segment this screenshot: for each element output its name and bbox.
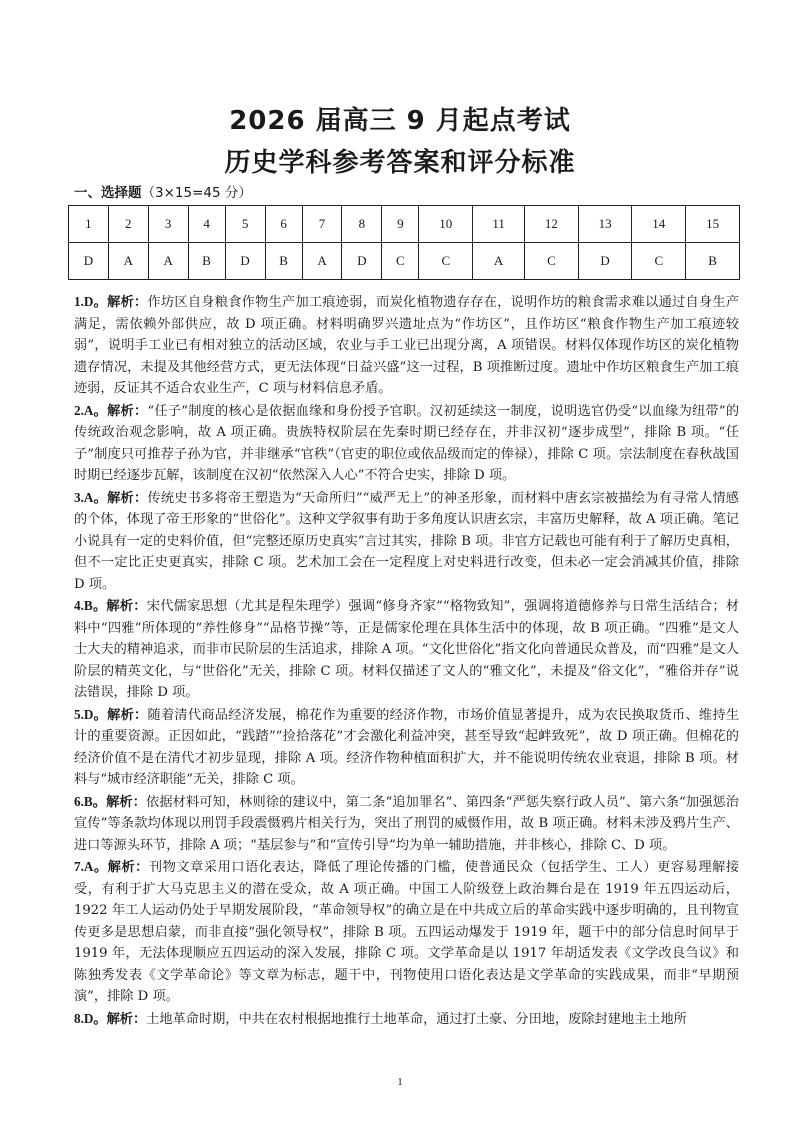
- answer-cell: C: [632, 243, 686, 280]
- explanation-text: “任子”制度的核心是依据血缘和身份授予官职。汉初延续这一制度，说明选官仍受“以血缘为纽带”的传统政治观念影响，故 A 项正确。贵族特权阶层在先秦时期已经存在，并非汉初“逐步成型”，排除 B 项。“任子”制度只可推荐子孙为官，并非继承“官秩”（官吏的职位或依品级而定的俸禄），排除 C 项。宗法制度在春秋战国时期已经逐步瓦解，该制度在汉初“依然深入人心”不符合史实，排除 D 项。: [74, 403, 740, 483]
- section-label: 一、选择题: [74, 185, 142, 201]
- explanation-number: 2.A。: [74, 402, 108, 418]
- question-number: 1: [69, 206, 109, 243]
- answer-cell: D: [578, 243, 632, 280]
- analysis-label: 解析：: [107, 490, 148, 506]
- explanation-number: 8.D。: [74, 1010, 107, 1026]
- answer-cell: A: [148, 243, 188, 280]
- question-number: 14: [632, 206, 686, 243]
- explanation-paragraph: [74, 791, 739, 857]
- answer-cell: D: [69, 243, 109, 280]
- explanation-paragraph: [74, 487, 739, 596]
- answer-cell: A: [108, 243, 148, 280]
- answer-cell: C: [382, 243, 419, 280]
- question-number: 6: [265, 206, 302, 243]
- question-number-row: [69, 206, 740, 243]
- question-number: 7: [302, 206, 342, 243]
- question-number: 12: [525, 206, 579, 243]
- question-number: 10: [419, 206, 473, 243]
- analysis-label: 解析：: [107, 860, 149, 875]
- explanation-paragraph: [74, 1008, 739, 1031]
- question-number: 11: [473, 206, 525, 243]
- question-number: 8: [342, 206, 382, 243]
- explanation-number: 1.D。: [74, 294, 108, 309]
- answer-cell: C: [525, 243, 579, 280]
- answer-cell: A: [473, 243, 525, 280]
- section-heading: [74, 184, 252, 202]
- explanation-text: 随着清代商品经济发展，棉花作为重要的经济作物，市场价值显著提升，成为农民换取货币、维持生计的重要资源。正因如此，“践踏”“捡拾落花”才会激化利益冲突，甚至导致“起衅致死”，故 D 项正确。但棉花的经济价值不是在清代才初步显现，排除 A 项。经济作物种植面积扩大，并不能说明传统农业衰退，排除 B 项。材料与“城市经济职能”无关，排除 C 项。: [74, 707, 740, 787]
- explanation-paragraph: [74, 291, 739, 400]
- explanation-text: 依据材料可知，林则徐的建议中，第二条“追加罪名”、第四条“严惩失察行政人员”、第六条“加强惩治宣传”等条款均体现以刑罚手段震慑鸦片相关行为，突出了刑罚的威慑作用，故 B 项正确。材料未涉及鸦片生产、进口等源头环节，排除 A 项；“基层参与”和“宣传引导”均为单一辅助措施，并非核心，排除 C、D 项。: [74, 794, 739, 853]
- explanation-number: 3.A。: [74, 489, 108, 505]
- question-number: 15: [686, 206, 740, 243]
- analysis-label: 解析：: [106, 1011, 147, 1027]
- answer-cell: D: [225, 243, 265, 280]
- answer-row: [69, 243, 740, 280]
- analysis-label: 解析：: [107, 707, 148, 723]
- analysis-label: 解析：: [107, 403, 148, 419]
- explanation-text: 作坊区自身粮食作物生产加工痕迹弱，而炭化植物遗存存在，说明作坊的粮食需求难以通过自身生产满足，需依赖外部供应，故 D 项正确。材料明确罗兴遗址点为“作坊区”，且作坊区“粮食作物生产加工痕迹较弱”，说明手工业已有相对独立的活动区域，农业与手工业已出现分离，A 项错误。材料仅体现作坊区的炭化植物遗存情况，未提及其他经营方式，更无法体现“日益兴盛”这一过程，B 项推断过度。遗址中作坊区粮食生产加工痕迹弱，反证其不适合农业生产，C 项与材料信息矛盾。: [74, 295, 740, 396]
- answer-cell: D: [342, 243, 382, 280]
- analysis-label: 解析：: [107, 295, 148, 310]
- answer-cell: B: [188, 243, 225, 280]
- explanations: [74, 291, 739, 1030]
- question-number: 13: [578, 206, 632, 243]
- answer-cell: A: [302, 243, 342, 280]
- question-number: 2: [108, 206, 148, 243]
- question-number: 9: [382, 206, 419, 243]
- answer-table: [68, 205, 740, 280]
- section-score: （3×15=45 分）: [141, 185, 252, 201]
- explanation-paragraph: [74, 595, 739, 704]
- explanation-number: 4.B。: [74, 598, 107, 613]
- explanation-paragraph: [74, 400, 739, 487]
- question-number: 3: [148, 206, 188, 243]
- title-line-2: 历史学科参考答案和评分标准: [224, 148, 576, 178]
- question-number: 4: [188, 206, 225, 243]
- analysis-label: 解析：: [106, 599, 147, 614]
- question-number: 5: [225, 206, 265, 243]
- explanation-text: 土地革命时期，中共在农村根据地推行土地革命，通过打土豪、分田地，废除封建地主土地所: [146, 1011, 687, 1027]
- page-number: 1: [397, 1076, 403, 1088]
- explanation-number: 7.A。: [74, 859, 108, 874]
- answer-cell: C: [419, 243, 473, 280]
- explanation-text: 传统史书多将帝王塑造为“天命所归”“威严无上”的神圣形象，而材料中唐玄宗被描绘为有寻常人情感的个体，体现了帝王形象的“世俗化”。这种文学叙事有助于多角度认识唐玄宗，丰富历史解释，故 A 项正确。笔记小说具有一定的史料价值，但“完整还原历史真实”言过其实，排除 B 项。非官方记载也可能有利于了解历史真相，但不一定比正史更真实，排除 C 项。艺术加工会在一定程度上对史料进行改变，但未必一定会消减其价值，排除 D 项。: [74, 490, 739, 592]
- answer-cell: B: [265, 243, 302, 280]
- explanation-paragraph: [74, 856, 739, 1008]
- explanation-text: 宋代儒家思想（尤其是程朱理学）强调“修身齐家”“格物致知”，强调将道德修养与日常生活结合；材料中“四雅”所体现的“养性修身”“品格节操”等，正是儒家伦理在具体生活中的体现，故 B 项正确。“四雅”是文人士大夫的精神追求，而非市民阶层的生活追求，排除 A 项。“文化世俗化”指文化向普通民众普及，而“四雅”是文人阶层的精英文化，与“世俗化”无关，排除 C 项。材料仅描述了文人的“雅文化”，未提及“俗文化”，“雅俗并存”说法错误，排除 D 项。: [74, 599, 740, 700]
- explanation-number: 6.B。: [74, 793, 107, 809]
- explanation-text: 刊物文章采用口语化表达，降低了理论传播的门槛，使普通民众（包括学生、工人）更容易理解接受，有利于扩大马克思主义的潜在受众，故 A 项正确。中国工人阶级登上政治舞台是在 1919 年五四运动后，1922 年工人运动仍处于早期发展阶段，“革命领导权”的确立是在中共成立后的革命实践中逐步明确的，且刊物宣传更多是思想启蒙，而非直接“强化领导权”，排除 B 项。五四运动爆发于 1919 年，题干中的部分信息时间早于 1919 年，无法体现顺应五四运动的深入发展，排除 C 项。文学革命是以 1917 年胡适发表《文学改良刍议》和陈独秀发表《文学革命论》等文章为标志，题干中，刊物使用口语化表达是文学革命的实践成果，而非“早期预演”，排除 D 项。: [74, 860, 740, 1004]
- explanation-number: 5.D。: [74, 706, 108, 722]
- explanation-paragraph: [74, 704, 739, 791]
- answer-cell: B: [686, 243, 740, 280]
- analysis-label: 解析：: [106, 794, 147, 810]
- title-line-1: 2026 届高三 9 月起点考试: [229, 106, 571, 136]
